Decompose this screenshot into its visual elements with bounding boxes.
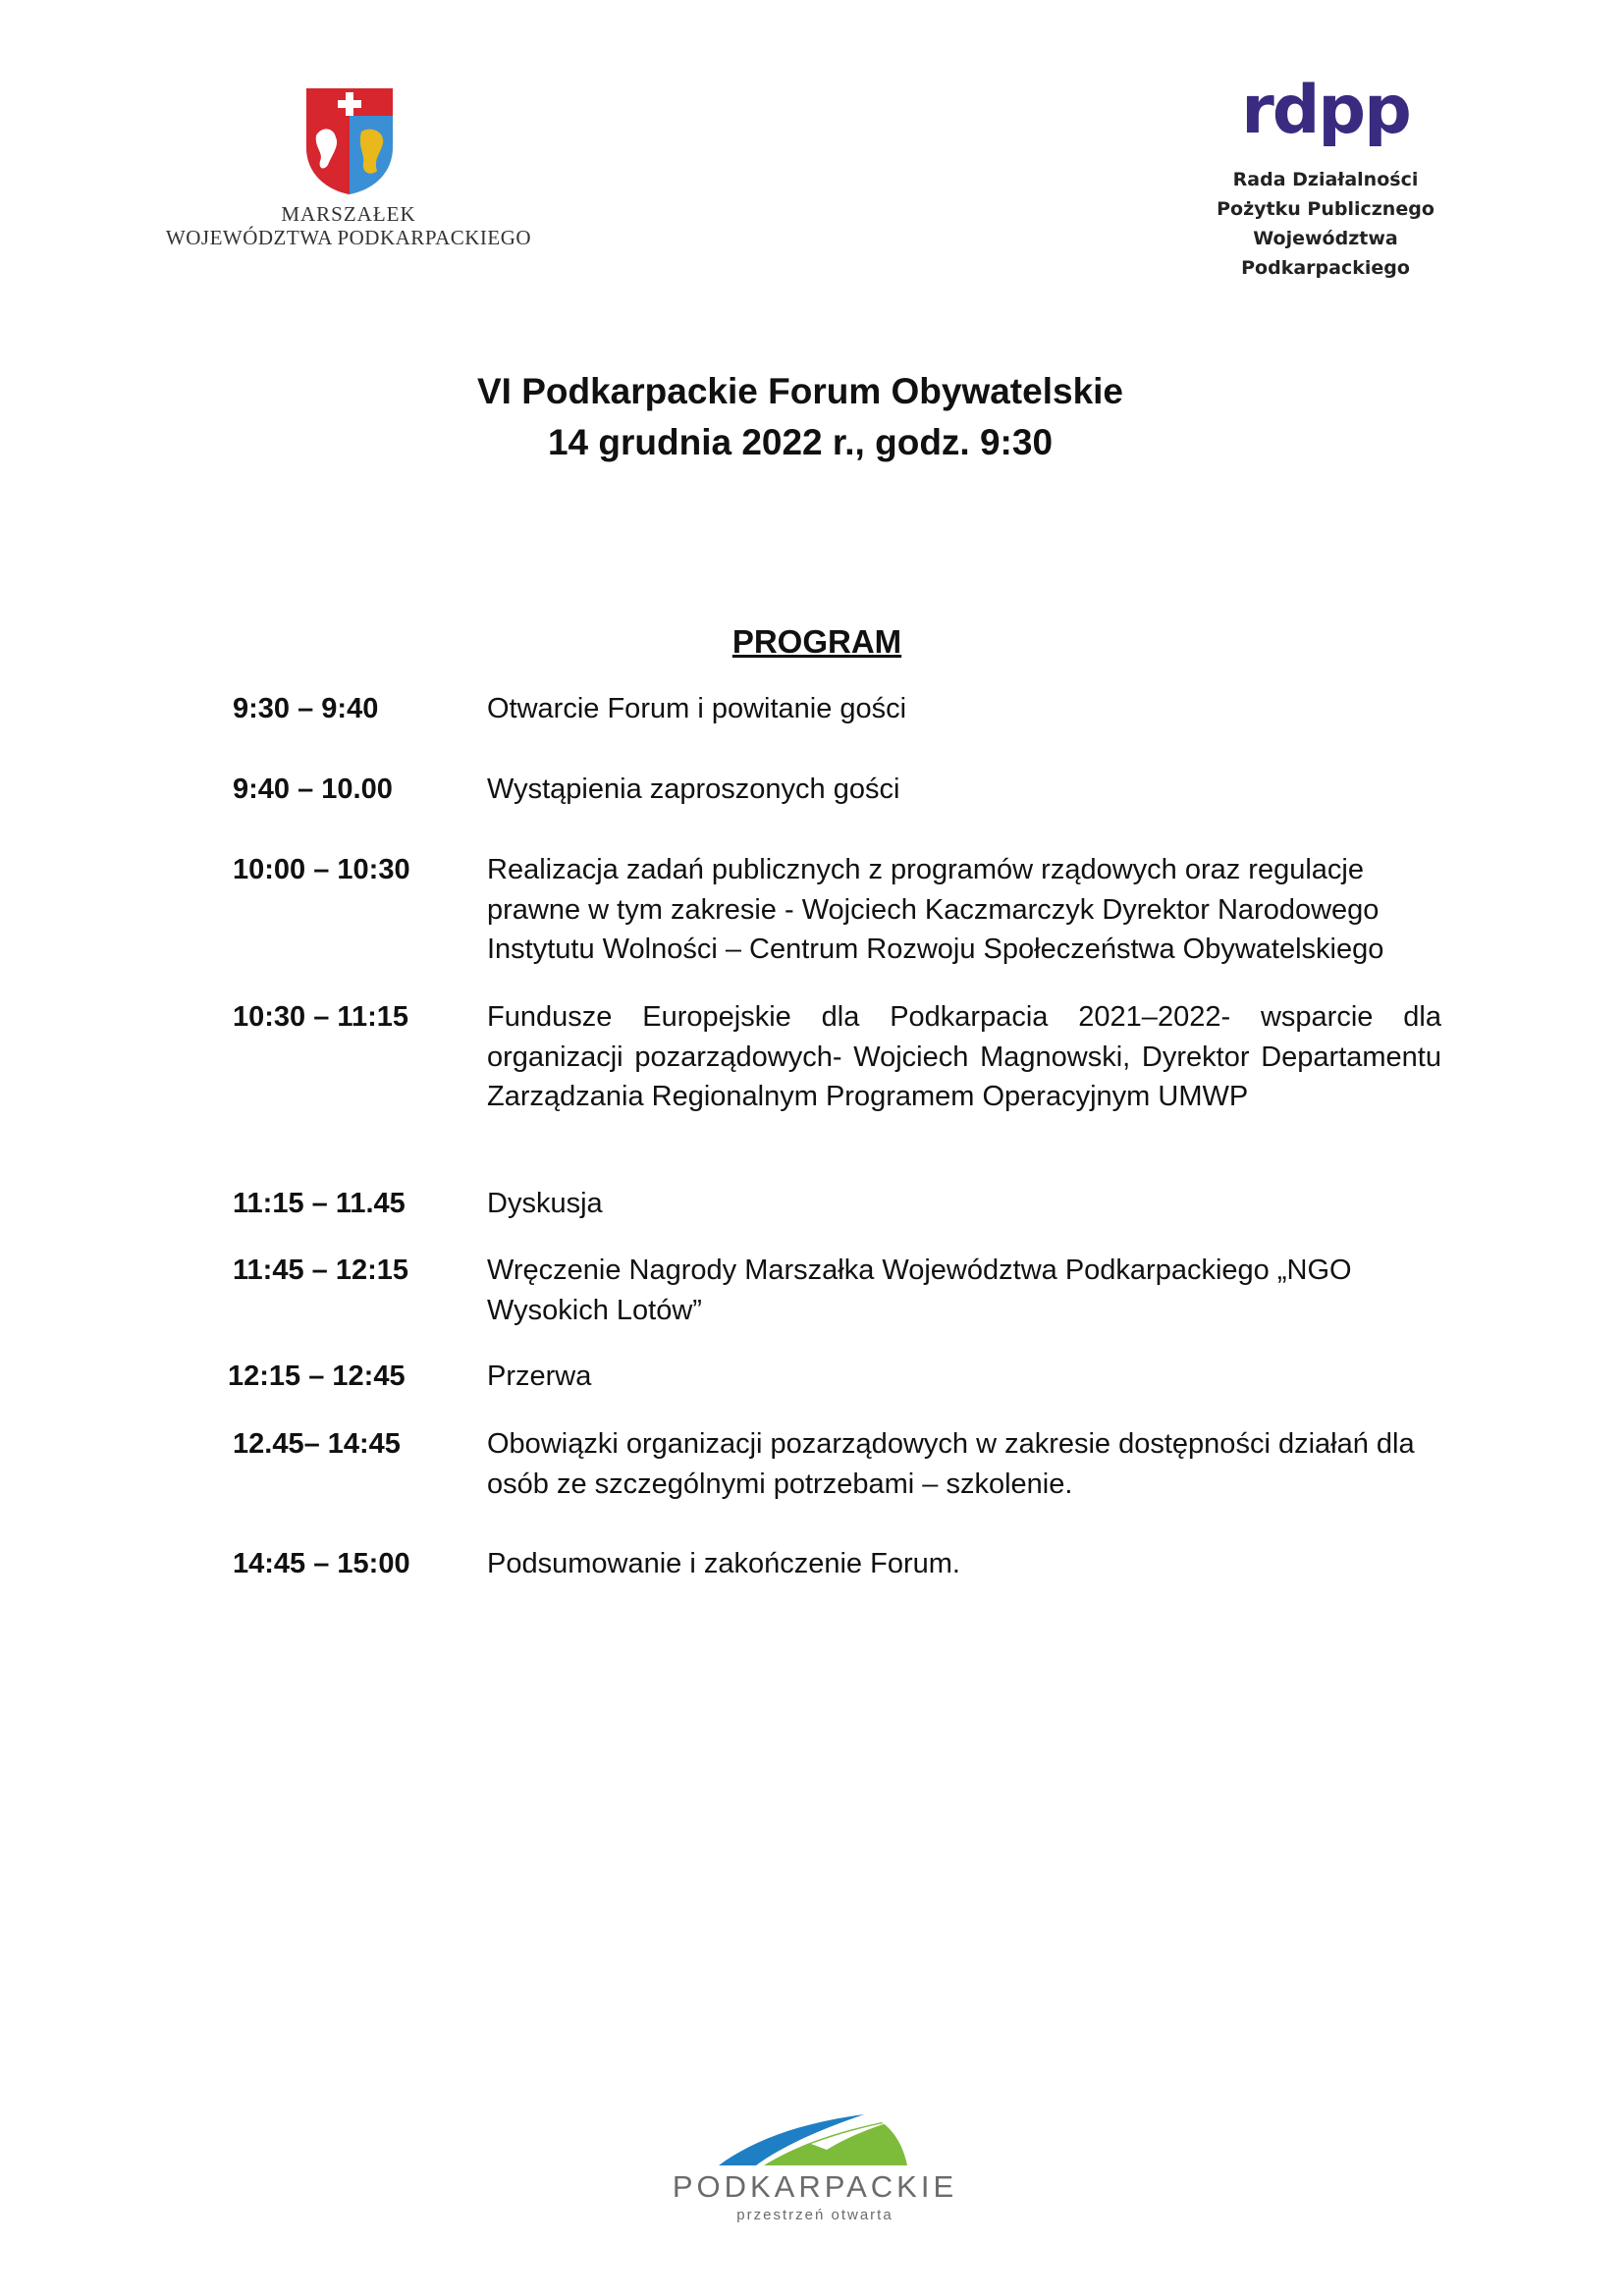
- schedule-description: Realizacja zadań publicznych z programów rządowych oraz regulacje prawne w tym zakresie - Wojciech Kaczmarczyk Dyrektor Narodowego Instytutu Wolności – Centrum Rozwoju Społeczeństwa Obywatelskiego: [487, 854, 1384, 965]
- rdpp-logo-line: Rada Działalności: [1232, 169, 1419, 190]
- podkarpackie-swoosh-icon: [717, 2110, 909, 2167]
- rdpp-logo-line: Podkarpackiego: [1241, 257, 1410, 279]
- podkarpackie-logo-tagline: przestrzeń otwarta: [736, 2207, 893, 2223]
- schedule-description: Wręczenie Nagrody Marszałka Województwa Podkarpackiego „NGO Wysokich Lotów”: [487, 1255, 1352, 1326]
- schedule-time: 9:30 – 9:40: [233, 693, 379, 724]
- coat-of-arms-icon: [302, 86, 397, 196]
- schedule-time: 14:45 – 15:00: [233, 1548, 410, 1579]
- rdpp-logo-line: Województwa: [1253, 228, 1398, 249]
- schedule-time: 10:00 – 10:30: [233, 854, 410, 885]
- schedule-description: Podsumowanie i zakończenie Forum.: [487, 1548, 960, 1579]
- schedule-description: Otwarcie Forum i powitanie gości: [487, 693, 907, 724]
- podkarpackie-logo-name: PODKARPACKIE: [672, 2169, 958, 2204]
- schedule-time: 12:15 – 12:45: [228, 1361, 406, 1392]
- schedule-time: 11:45 – 12:15: [233, 1255, 408, 1286]
- schedule-description: Obowiązki organizacji pozarządowych w zakresie dostępności działań dla osób ze szczególnymi potrzebami – szkolenie.: [487, 1428, 1415, 1500]
- schedule-time: 10:30 – 11:15: [233, 1001, 408, 1033]
- document-date: 14 grudnia 2022 r., godz. 9:30: [547, 422, 1054, 462]
- program-heading: PROGRAM: [731, 623, 902, 660]
- rdpp-logo: rdpp: [1241, 72, 1410, 149]
- schedule-time: 9:40 – 10.00: [233, 774, 393, 805]
- left-logo-line1: MARSZAŁEK: [281, 202, 416, 226]
- schedule-description: Przerwa: [487, 1361, 592, 1392]
- schedule-time: 12.45– 14:45: [233, 1428, 401, 1460]
- rdpp-logo-line: Pożytku Publicznego: [1217, 198, 1435, 220]
- schedule-description: Dyskusja: [487, 1188, 603, 1219]
- schedule-description: Wystąpienia zaproszonych gości: [487, 774, 900, 805]
- schedule-description: Fundusze Europejskie dla Podkarpacia 2021–2022- wsparcie dla organizacji pozarządowych- Wojciech Magnowski, Dyrektor Departamentu Zarządzania Regionalnym Programem Operacyjnym UMWP: [487, 1001, 1441, 1112]
- schedule-time: 11:15 – 11.45: [233, 1188, 406, 1219]
- document-title: VI Podkarpackie Forum Obywatelskie: [476, 371, 1124, 411]
- left-logo-line2: WOJEWÓDZTWA PODKARPACKIEGO: [165, 226, 532, 249]
